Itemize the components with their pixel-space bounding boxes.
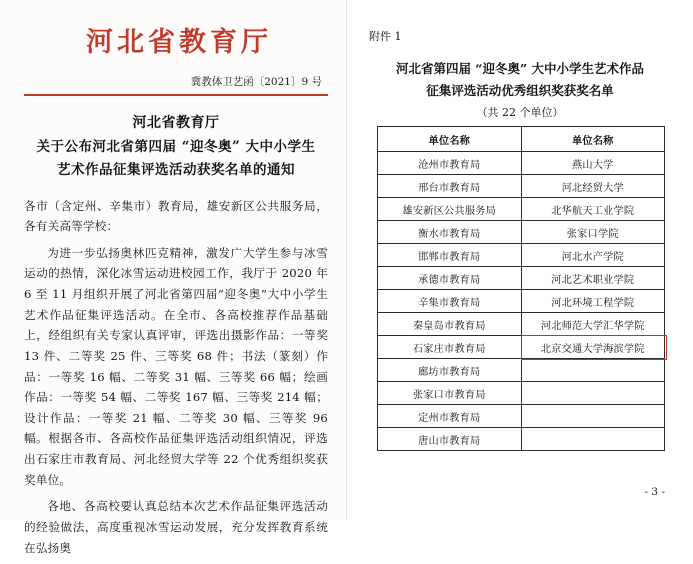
table-row: [378, 244, 665, 267]
red-divider-rule: [24, 94, 328, 96]
table-row: [378, 359, 665, 382]
table-row: [378, 221, 665, 244]
unit-name-left-cell: 衡水市教育局: [378, 221, 522, 244]
unit-name-right-cell: 河北水产学院: [521, 244, 665, 267]
notice-paragraph-recipients: 各市（含定州、辛集市）教育局，雄安新区公共服务局，各有关高等学校：: [24, 198, 328, 234]
right-page: [346, 0, 693, 520]
table-row: [378, 382, 665, 405]
unit-name-right-cell: 燕山大学: [521, 152, 665, 175]
notice-title-line-3: 艺术作品征集评选活动获奖名单的通知: [57, 161, 295, 178]
unit-name-right-cell: 河北艺术职业学院: [521, 267, 665, 290]
unit-name-left-cell: 廊坊市教育局: [378, 359, 522, 382]
notice-paragraph-main: 为进一步弘扬奥林匹克精神，激发广大学生参与冰雪运动的热情，深化冰雪运动进校园工作，我厅于 2020 年 6 至 11 月组织开展了河北省第四届“迎冬奥”大中小学生艺术作品征集评选活动。在全市、各高校推荐作品基础上，经组织有关专家认真评审，评选出摄影作品：一等奖 13 件、二等奖 25 件、三等奖 68 件；书法（篆刻）作品：一等奖 16 幅、二等奖 31 幅、三等奖 66 幅；绘画作品：一等奖 54 幅、二等奖 167 幅、三等奖 214 幅；设计作品：一等奖 21 幅、二等奖 30 幅、三等奖 96 幅。根据各市、各高校作品征集评选活动组织情况，评选出石家庄市教育局、河北经贸大学等 22 个优秀组织奖获奖单位。: [24, 245, 328, 487]
unit-name-right-cell: 北京交通大学海滨学院: [521, 336, 665, 359]
unit-name-left-cell: 石家庄市教育局: [378, 336, 522, 359]
table-row: [378, 313, 665, 336]
unit-name-right-cell: 河北环境工程学院: [521, 290, 665, 313]
unit-name-right-cell: [521, 359, 665, 382]
table-row: [378, 428, 665, 451]
table-row: [378, 267, 665, 290]
issuing-authority-title: 河北省教育厅: [86, 27, 272, 58]
left-page: [0, 0, 346, 555]
table-row: [378, 175, 665, 198]
attachment-subtitle: （共 22 个单位）: [476, 106, 564, 119]
notice-paragraph-closing: 各地、各高校要认真总结本次艺术作品征集评选活动的经验做法，高度重视冰雪运动发展，充分发挥教育系统在弘扬奥: [24, 499, 328, 555]
unit-name-left-cell: 沧州市教育局: [378, 152, 522, 175]
document-number: 冀教体卫艺函〔2021〕9 号: [190, 75, 322, 88]
column-header-unit-name-right: 单位名称: [521, 127, 665, 152]
table-row: [378, 290, 665, 313]
notice-title-line-1: 河北省教育厅: [132, 114, 220, 131]
unit-name-right-cell: [521, 428, 665, 451]
unit-name-left-cell: 邯郸市教育局: [378, 244, 522, 267]
unit-name-right-cell: 北华航天工业学院: [521, 198, 665, 221]
attachment-title: [373, 58, 667, 102]
award-units-table-body: [378, 152, 665, 451]
unit-name-left-cell: 辛集市教育局: [378, 290, 522, 313]
unit-name-left-cell: 秦皇岛市教育局: [378, 313, 522, 336]
unit-name-right-cell: [521, 382, 665, 405]
left-page-content: [24, 28, 328, 564]
table-row: [378, 152, 665, 175]
unit-name-right-cell: 河北师范大学汇华学院: [521, 313, 665, 336]
notice-title-line-2: 关于公布河北省第四届 “迎冬奥” 大中小学生: [36, 138, 316, 155]
notice-title: [24, 112, 328, 182]
table-row: [378, 336, 665, 359]
unit-name-left-cell: 定州市教育局: [378, 405, 522, 428]
column-header-unit-name-left: 单位名称: [378, 127, 522, 152]
unit-name-left-cell: 唐山市教育局: [378, 428, 522, 451]
unit-name-right-cell: [521, 405, 665, 428]
page-number: - 3 -: [644, 486, 665, 498]
unit-name-right-cell: 张家口学院: [521, 221, 665, 244]
attachment-title-line-1: 河北省第四届 “迎冬奥” 大中小学生艺术作品: [395, 61, 645, 76]
notice-body: [24, 196, 328, 559]
unit-name-right-cell: 河北经贸大学: [521, 175, 665, 198]
unit-name-left-cell: 承德市教育局: [378, 267, 522, 290]
table-row: [378, 405, 665, 428]
table-row: [378, 198, 665, 221]
award-units-table: [377, 126, 665, 451]
attachment-title-line-2: 征集评选活动优秀组织奖获奖名单: [426, 82, 614, 98]
attachment-label: 附件 1: [369, 30, 402, 43]
unit-name-left-cell: 张家口市教育局: [378, 382, 522, 405]
unit-name-left-cell: 邢台市教育局: [378, 175, 522, 198]
table-header-row: [378, 127, 665, 152]
unit-name-left-cell: 雄安新区公共服务局: [378, 198, 522, 221]
